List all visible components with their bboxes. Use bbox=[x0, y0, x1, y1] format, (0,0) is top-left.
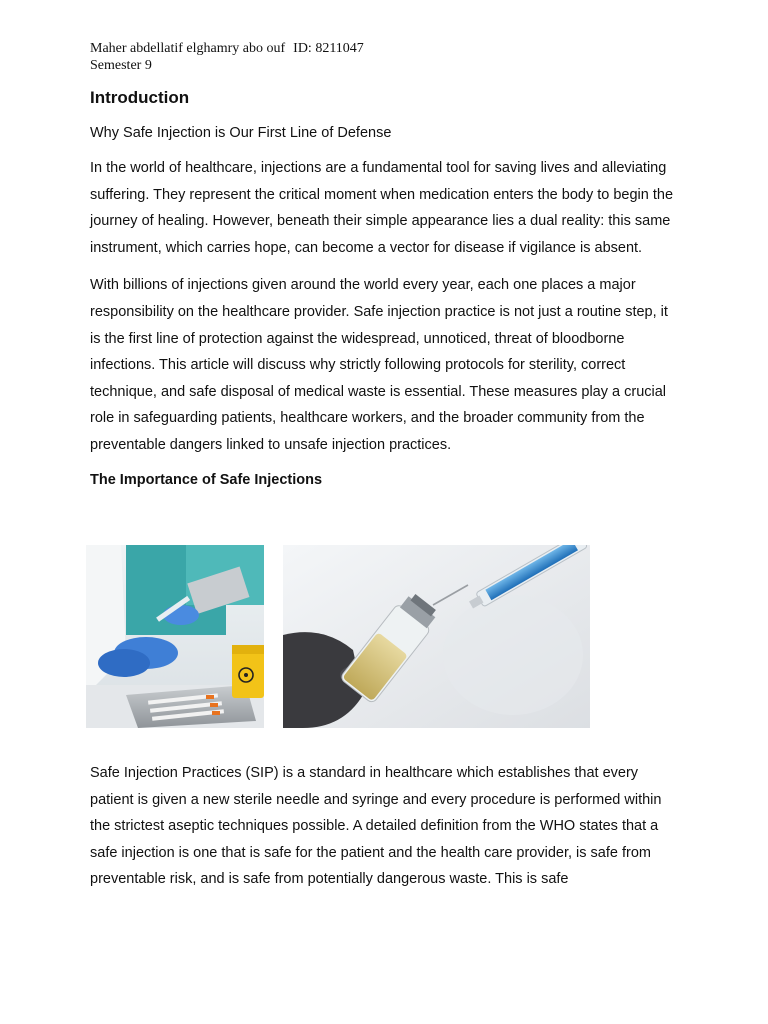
semester-line: Semester 9 bbox=[90, 58, 152, 73]
section-paragraph: Safe Injection Practices (SIP) is a standard in healthcare which establishes that every patient is given a new sterile needle and syringe and every procedure is performed within the strictest aseptic techniques possible. A detailed definition from the WHO states that a safe injection is one that is safe for the patient and the health care provider, is safe from preventable risk, and is safe from potentially dangerous waste. This is safe bbox=[90, 765, 662, 888]
intro-paragraph-2: With billions of injections given around the world every year, each one places a major responsibility on the healthcare provider. Safe injection practice is not just a routine step, it is the first line of protection against the widespread, unnoticed, threat of bloodborne infections. This article will discuss why strictly following protocols for sterility, correct technique, and safe disposal of medical waste is essential. These measures play a crucial role in safeguarding patients, healthcare workers, and the broader community from the preventable dangers linked to unsafe injection practices. bbox=[90, 277, 668, 453]
syringe-vial-photo bbox=[283, 545, 590, 728]
image-row bbox=[86, 545, 606, 728]
document-page bbox=[90, 40, 690, 491]
author-name: Maher abdellatif elghamry abo ouf bbox=[90, 41, 286, 56]
student-id: ID: 8211047 bbox=[293, 41, 364, 56]
introduction-subtitle: Why Safe Injection is Our First Line of Defense bbox=[90, 125, 392, 141]
section-body bbox=[90, 760, 690, 893]
intro-paragraph-1: In the world of healthcare, injections are a fundamental tool for saving lives and alleviating suffering. They represent the critical moment when medication enters the body to begin the journey of healing. However, beneath their simple appearance lies a dual reality: this same instrument, which carries hope, can become a vector for disease if vigilance is absent. bbox=[90, 160, 674, 256]
introduction-heading: Introduction bbox=[90, 88, 190, 107]
author-line bbox=[90, 40, 690, 57]
gloved-hands-syringe-photo bbox=[86, 545, 264, 728]
section-heading: The Importance of Safe Injections bbox=[90, 471, 323, 488]
